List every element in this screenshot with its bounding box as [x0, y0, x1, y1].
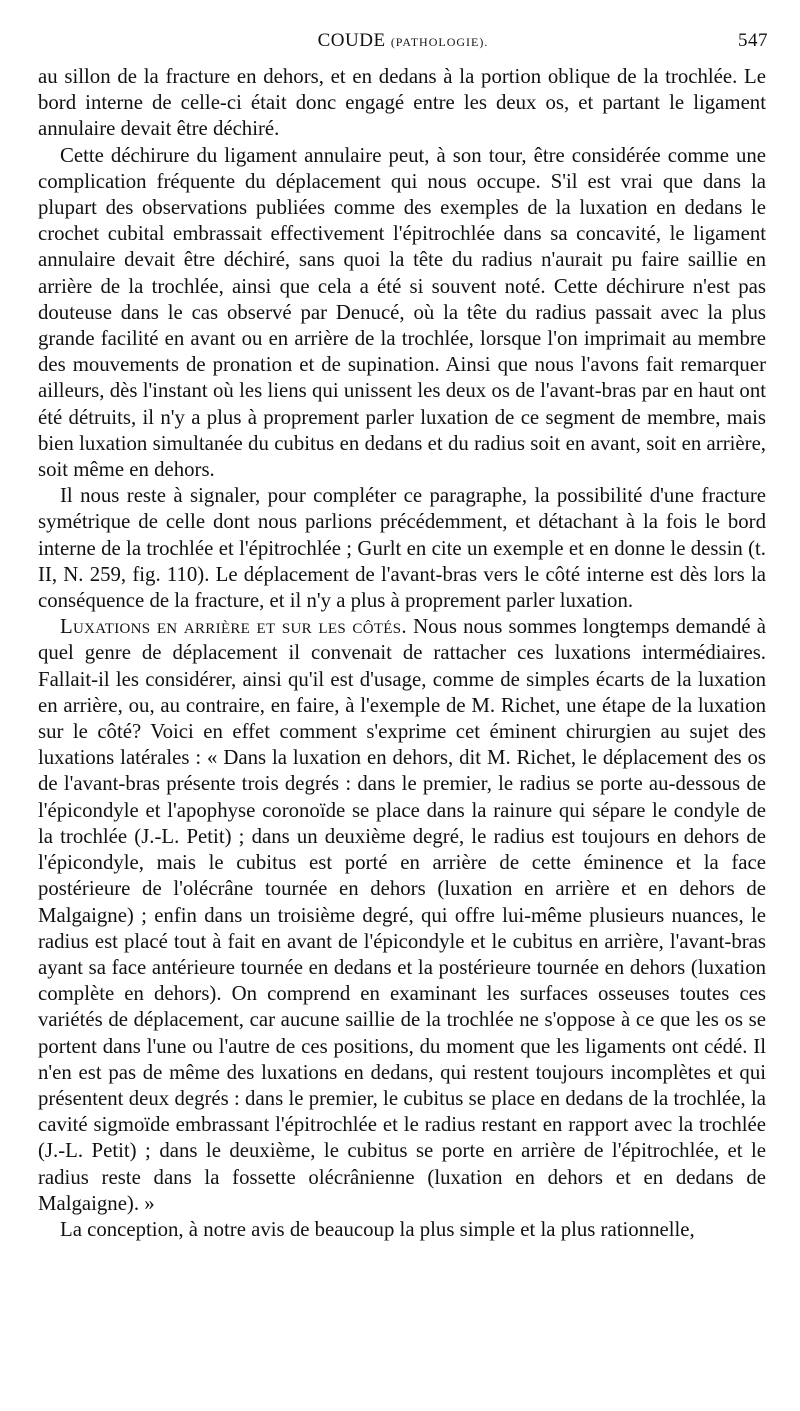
paragraph-luxations-section [38, 614, 766, 1217]
section-lead-heading: Luxations en arrière et sur les côtés. [60, 615, 407, 639]
paragraph-conception: La conception, à notre avis de beaucoup la plus simple et la plus rationnelle, [60, 1217, 695, 1241]
running-title-sub: (PATHOLOGIE). [390, 35, 489, 49]
section-lead-body: Nous nous sommes longtemps demandé à quel genre de déplacement il convenait de rattacher ces luxations intermédiaires. Fallait-il les considérer, ainsi qu'il est d'usage, comme de simples écarts de la luxation en arrière, ou, au contraire, en faire, à l'exemple de M. Richet, une étape de la luxation sur le côté? Voici en effet comment s'exprime cet éminent chirurgien au sujet des luxations latérales : « Dans la luxation en dehors, dit M. Richet, le déplacement des os de l'avant-bras présente trois degrés : dans le premier, le radius se porte au-dessous de l'épicondyle et l'apophyse coronoïde se place dans la rainure qui sépare le condyle de la trochlée (J.-L. Petit) ; dans un deuxième degré, le radius est toujours en dehors de l'épicondyle, mais le cubitus est porté en arrière de cette éminence et la face postérieure de l'olécrâne tournée en dehors (luxation en arrière et en dehors de Malgaigne) ; enfin dans un troisième degré, qui offre lui-même plusieurs nuances, le radius est placé tout à fait en avant de l'épicondyle et le cubitus en arrière, l'avant-bras ayant sa face antérieure tournée en dedans et la postérieure tournée en dehors (luxation complète en dehors). On comprend en examinant les surfaces osseuses toutes ces variétés de déplacement, car aucune saillie de la trochlée ne s'oppose à ce que les os se portent dans l'une ou l'autre de ces positions, du moment que les ligaments ont cédé. Il n'en est pas de même des luxations en dedans, qui restent toujours incomplètes et qui présentent deux degrés : dans le premier, le cubitus se place en dedans de la trochlée, la cavité sigmoïde embrassant l'épitrochlée et le radius restant en rapport avec la trochlée (J.-L. Petit) ; dans le deuxième, le cubitus se porte en arrière de l'épitrochlée, et le radius reste dans la fossette olécrânienne (luxation en dehors et en dedans de Malgaigne). » [38, 615, 767, 1215]
page-number: 547 [738, 30, 768, 51]
paragraph-ligament-tear: Cette déchirure du ligament annulaire peut, à son tour, être considérée comme une complication fréquente du déplacement qui nous occupe. S'il est vrai que dans la plupart des observations publiées comme des exemples de la luxation en dedans le crochet cubital embrassait effectivement l'épitrochlée dans sa concavité, le ligament annulaire devait être déchiré, sans quoi la tête du radius n'aurait pu faire saillie en arrière de la trochlée, ainsi que cela a été si souvent noté. Cette déchirure n'est pas douteuse dans le cas observé par Denucé, où la tête du radius passait avec la plus grande facilité en avant ou en arrière de la trochlée, lorsque l'on imprimait au membre des mouvements de pronation et de supination. Ainsi que nous l'avons fait remarquer ailleurs, dès l'instant où les liens qui unissent les deux os de l'avant-bras par en haut ont été détruits, il n'y a plus à proprement parler luxation de ce segment de membre, mais bien luxation simultanée du cubitus en dedans et du radius soit en avant, soit en arrière, soit même en dehors. [38, 143, 766, 482]
paragraph-continued: au sillon de la fracture en dehors, et en dedans à la portion oblique de la trochlée. Le bord interne de celle-ci était donc engagé entre les deux os, et partant le ligament annulaire devait être déchiré. [38, 65, 766, 141]
body-text [38, 64, 766, 1243]
running-header [38, 30, 768, 60]
running-title-main: COUDE [317, 30, 386, 51]
running-title [38, 30, 768, 52]
paragraph-symmetric-fracture: Il nous reste à signaler, pour compléter ce paragraphe, la possibilité d'une fracture symétrique de celle dont nous parlions précédemment, et détachant à la fois le bord interne de la trochlée et l'épitrochlée ; Gurlt en cite un exemple et en donne le dessin (t. II, N. 259, fig. 110). Le déplacement de l'avant-bras vers le côté interne est dès lors la conséquence de la fracture, et il n'y a plus à proprement parler luxation. [38, 484, 766, 613]
